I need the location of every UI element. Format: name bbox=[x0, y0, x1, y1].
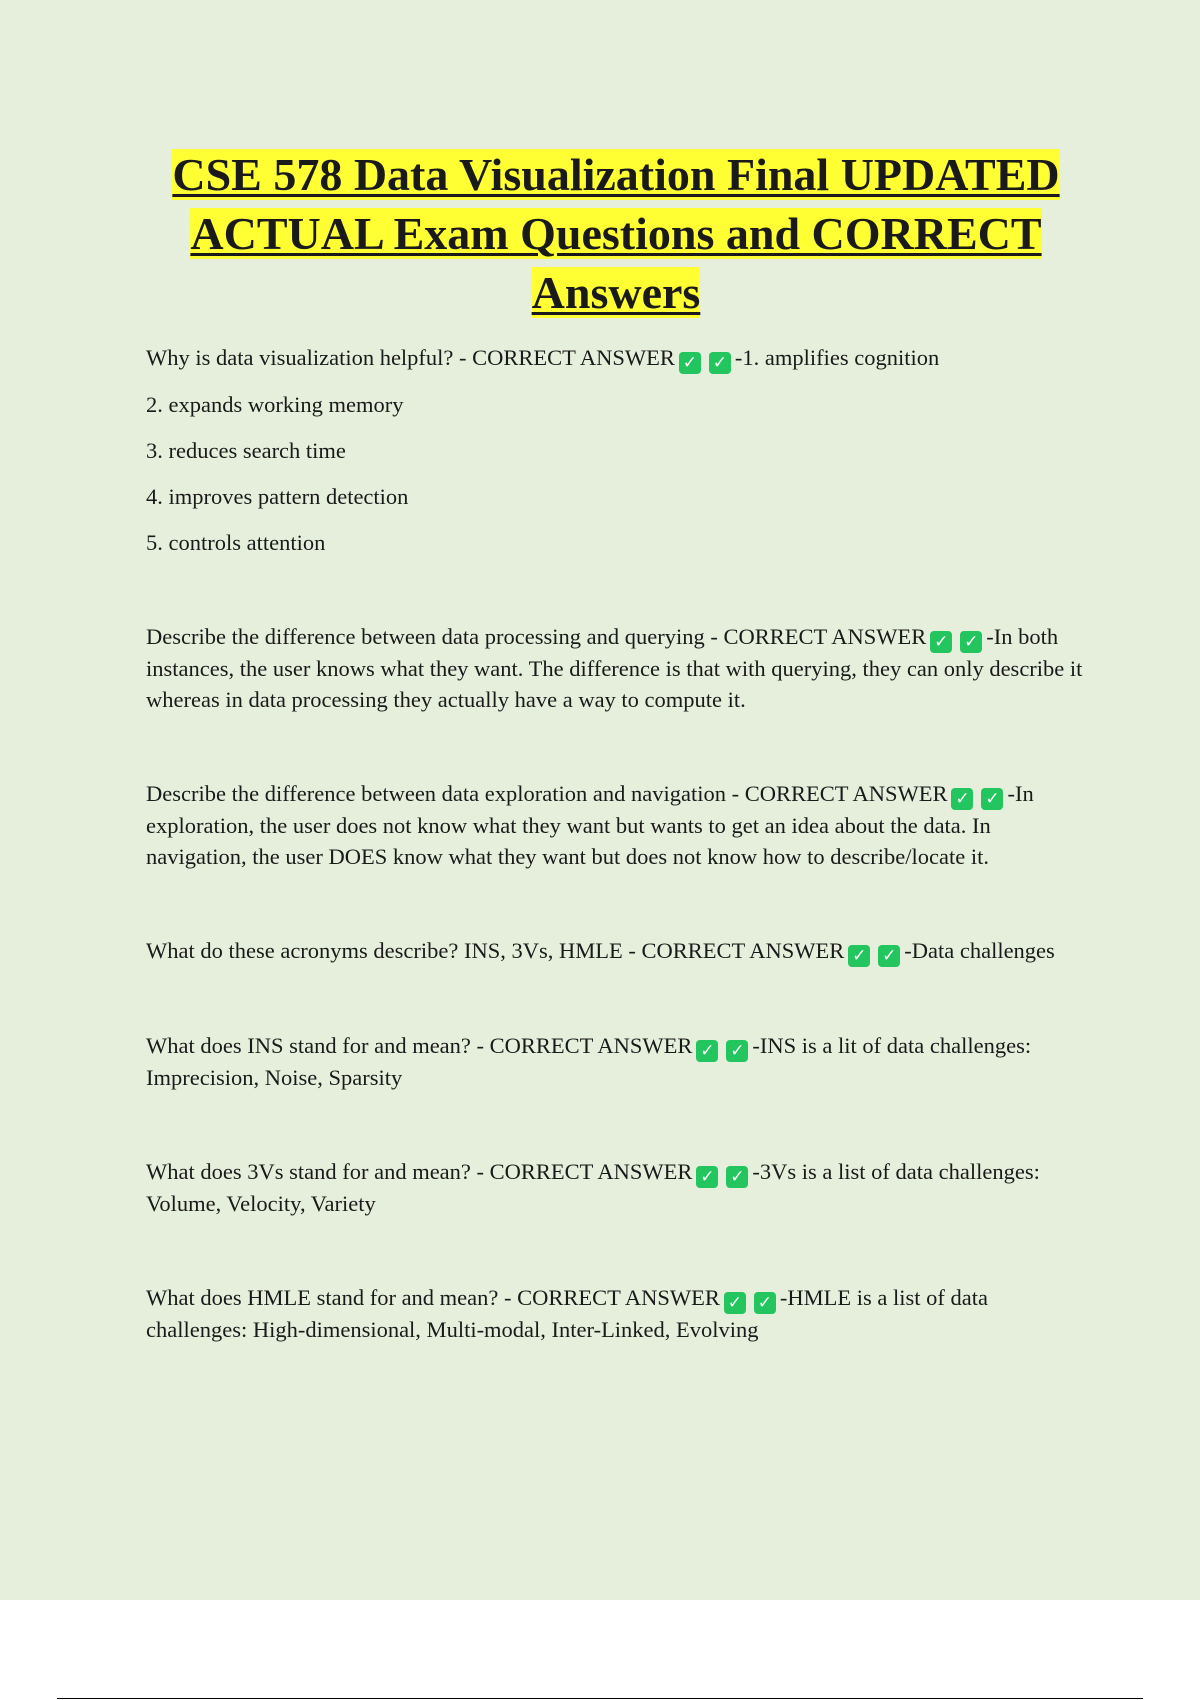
qa-item bbox=[146, 342, 1086, 558]
qa-item bbox=[146, 778, 1086, 872]
document-title-text: CSE 578 Data Visualization Final UPDATED ACTUAL Exam Questions and CORRECT Answers bbox=[172, 149, 1060, 318]
answer-list-item: 3. reduces search time bbox=[146, 438, 346, 463]
answer-text: -1. amplifies cognition bbox=[734, 345, 940, 370]
answer-marker: CORRECT ANSWER bbox=[517, 1285, 720, 1310]
question-text: Describe the difference between data exploration and navigation - bbox=[146, 781, 745, 806]
document-title bbox=[146, 145, 1086, 322]
question-text: Describe the difference between data processing and querying - bbox=[146, 624, 724, 649]
check-icon: ✓ bbox=[960, 631, 982, 653]
check-icon: ✓ bbox=[951, 788, 973, 810]
check-icon: ✓ bbox=[679, 352, 701, 374]
qa-item bbox=[146, 1156, 1086, 1219]
qa-item bbox=[146, 1030, 1086, 1093]
answer-marker: CORRECT ANSWER bbox=[723, 624, 927, 649]
check-icon: ✓ bbox=[709, 352, 731, 374]
qa-item bbox=[146, 621, 1086, 715]
question-text: What does INS stand for and mean? - bbox=[146, 1033, 490, 1058]
check-icon: ✓ bbox=[848, 945, 870, 967]
answer-text: -3Vs is a list of data challenges: Volume, Velocity, Variety bbox=[146, 1159, 1040, 1216]
answer-marker: CORRECT ANSWER bbox=[489, 1159, 693, 1184]
answer-text: -INS is a lit of data challenges: Imprecision, Noise, Sparsity bbox=[146, 1033, 1032, 1090]
answer-list-item: 4. improves pattern detection bbox=[146, 484, 409, 509]
question-text: What does HMLE stand for and mean? - bbox=[146, 1285, 518, 1310]
check-icon: ✓ bbox=[878, 945, 900, 967]
answer-marker: CORRECT ANSWER bbox=[641, 938, 845, 963]
answer-list-item: 2. expands working memory bbox=[146, 392, 404, 417]
check-icon: ✓ bbox=[981, 788, 1003, 810]
check-icon: ✓ bbox=[724, 1292, 746, 1314]
answer-text: -In both instances, the user knows what they want. The difference is that with querying, they can only describe it whereas in data processing they actually have a way to compute it. bbox=[146, 624, 1083, 712]
question-text: Why is data visualization helpful? - bbox=[146, 345, 473, 370]
qa-item bbox=[146, 935, 1086, 967]
answer-text: -In exploration, the user does not know what they want but wants to get an idea about the data. In navigation, the user DOES know what they want but does not know how to describe/locate it. bbox=[146, 781, 1034, 869]
check-icon: ✓ bbox=[930, 631, 952, 653]
answer-marker: CORRECT ANSWER bbox=[489, 1033, 693, 1058]
check-icon: ✓ bbox=[726, 1040, 748, 1062]
question-text: What do these acronyms describe? INS, 3Vs, HMLE - bbox=[146, 938, 642, 963]
document-body bbox=[146, 145, 1086, 1345]
question-text: What does 3Vs stand for and mean? - bbox=[146, 1159, 490, 1184]
footer-rule bbox=[57, 1698, 1143, 1699]
check-icon: ✓ bbox=[696, 1166, 718, 1188]
answer-marker: CORRECT ANSWER bbox=[472, 345, 675, 370]
check-icon: ✓ bbox=[754, 1292, 776, 1314]
answer-list-item: 5. controls attention bbox=[146, 530, 326, 555]
answer-text: -Data challenges bbox=[904, 938, 1055, 963]
check-icon: ✓ bbox=[726, 1166, 748, 1188]
answer-marker: CORRECT ANSWER bbox=[744, 781, 948, 806]
check-icon: ✓ bbox=[696, 1040, 718, 1062]
answer-text: -HMLE is a list of data challenges: High-dimensional, Multi-modal, Inter-Linked, Evolving bbox=[146, 1285, 988, 1342]
qa-item bbox=[146, 1282, 1086, 1345]
